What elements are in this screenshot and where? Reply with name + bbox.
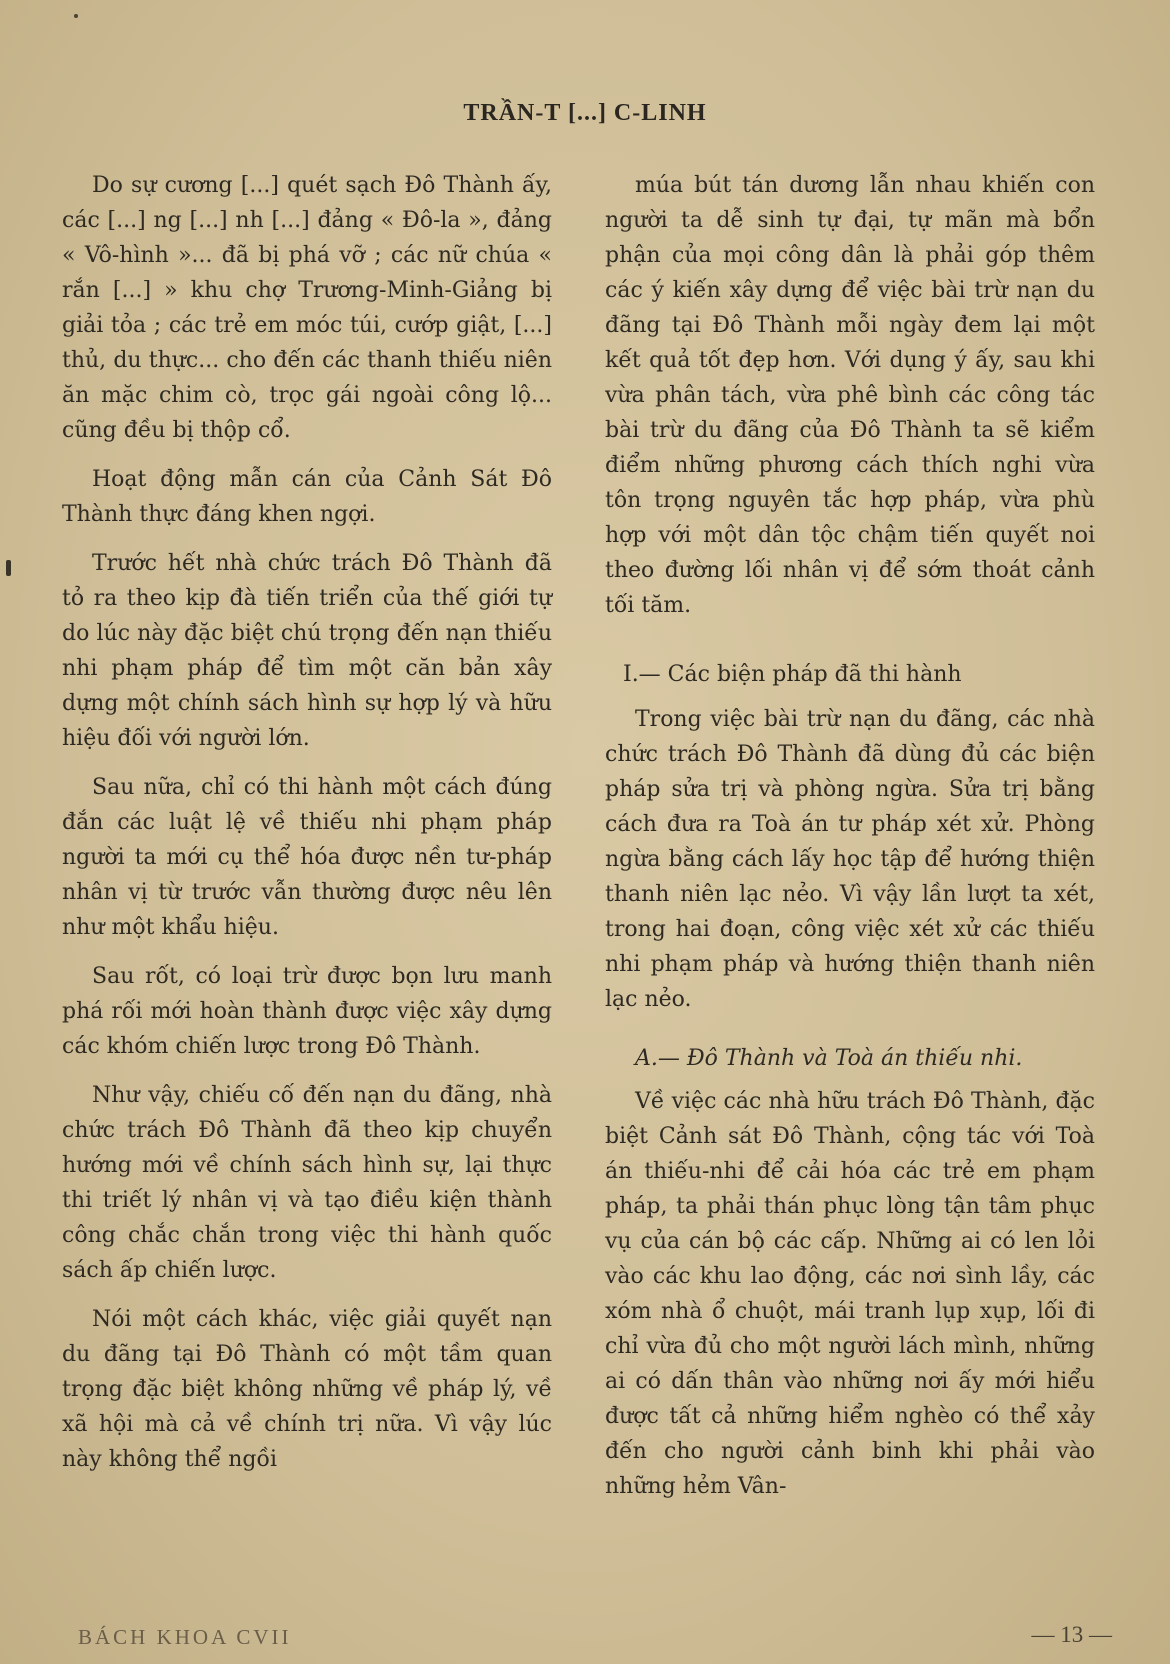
section-heading: I.— Các biện pháp đã thi hành [623, 662, 962, 687]
left-column [62, 168, 552, 1491]
paragraph: Về việc các nhà hữu trách Đô Thành, đặc biệt Cảnh sát Đô Thành, cộng tác với Toà án thiếu-nhi để cải hóa các trẻ em phạm pháp, ta phải thán phục lòng tận tâm phục vụ của cán bộ các cấp. Những ai có len lỏi vào các khu lao động, các nơi sình lầy, các xóm nhà ổ chuột, mái tranh lụp xụp, lối đi chỉ vừa đủ cho một người lách mình, những ai có dấn thân vào những nơi ấy mới hiểu được tất cả những hiểm nghèo có thể xảy đến cho người cảnh binh khi phải vào những hẻm Vân- [605, 1089, 1095, 1499]
paragraph: Trong việc bài trừ nạn du đãng, các nhà chức trách Đô Thành đã dùng đủ các biện pháp sửa trị và phòng ngừa. Sửa trị bằng cách đưa ra Toà án tư pháp xét xử. Phòng ngừa bằng cách lấy học tập để hướng thiện thanh niên lạc nẻo. Vì vậy lần lượt ta xét, trong hai đoạn, công việc xét xử các thiếu nhi phạm pháp và hướng thiện thanh niên lạc nẻo. [605, 707, 1095, 1012]
paragraph: Nói một cách khác, việc giải quyết nạn du đãng tại Đô Thành có một tầm quan trọng đặc biệt không những về pháp lý, về xã hội mà cả về chính trị nữa. Vì vậy lúc này không thể ngồi [62, 1307, 552, 1472]
page-number: — 13 — [1031, 1622, 1112, 1647]
right-column [605, 168, 1095, 1518]
margin-mark [6, 560, 11, 576]
paragraph: múa bút tán dương lẫn nhau khiến con người ta dễ sinh tự đại, tự mãn mà bổn phận của mọi công dân là phải góp thêm các ý kiến xây dựng để việc bài trừ nạn du đãng tại Đô Thành mỗi ngày đem lại một kết quả tốt đẹp hơn. Với dụng ý ấy, sau khi vừa phân tách, vừa phê bình các công tác bài trừ du đãng của Đô Thành ta sẽ kiểm điểm những phương cách thích nghi vừa tôn trọng nguyên tắc hợp pháp, vừa phù hợp với một dân tộc chậm tiến quyết noi theo đường lối nhân vị để sớm thoát cảnh tối tăm. [605, 173, 1095, 618]
paragraph: Trước hết nhà chức trách Đô Thành đã tỏ ra theo kịp đà tiến triển của thế giới tự do lúc này đặc biệt chú trọng đến nạn thiếu nhi phạm pháp để tìm một căn bản xây dựng một chính sách hình sự hợp lý và hữu hiệu đối với người lớn. [62, 551, 552, 751]
paragraph: Hoạt động mẫn cán của Cảnh Sát Đô Thành thực đáng khen ngợi. [62, 467, 552, 527]
paragraph: Sau nữa, chỉ có thi hành một cách đúng đắn các luật lệ về thiếu nhi phạm pháp người ta mới cụ thể hóa được nền tư-pháp nhân vị từ trước vẫn thường được nêu lên như một khẩu hiệu. [62, 775, 552, 940]
footer-publication: BÁCH KHOA CVII [78, 1625, 292, 1649]
subsection-heading: A.— Đô Thành và Toà án thiếu nhi. [635, 1046, 1023, 1071]
page-header: TRẦN-T [...] C-LINH [463, 100, 707, 126]
paragraph: Do sự cương [...] quét sạch Đô Thành ấy, các [...] ng [...] nh [...] đảng « Đô-la », đảng « Vô-hình »... đã bị phá vỡ ; các nữ chúa « rắn [...] » khu chợ Trương-Minh-Giảng bị giải tỏa ; các trẻ em móc túi, cướp giật, [...] thủ, du thực... cho đến các thanh thiếu niên ăn mặc chim cò, trọc gái ngoài công lộ... cũng đều bị thộp cổ. [62, 173, 552, 443]
paragraph: Sau rốt, có loại trừ được bọn lưu manh phá rối mới hoàn thành được việc xây dựng các khóm chiến lược trong Đô Thành. [62, 964, 552, 1059]
paragraph: Như vậy, chiếu cố đến nạn du đãng, nhà chức trách Đô Thành đã theo kịp chuyển hướng mới về chính sách hình sự, lại thực thi triết lý nhân vị và tạo điều kiện thành công chắc chắn trong việc thi hành quốc sách ấp chiến lược. [62, 1083, 552, 1283]
ink-speck [74, 14, 78, 18]
